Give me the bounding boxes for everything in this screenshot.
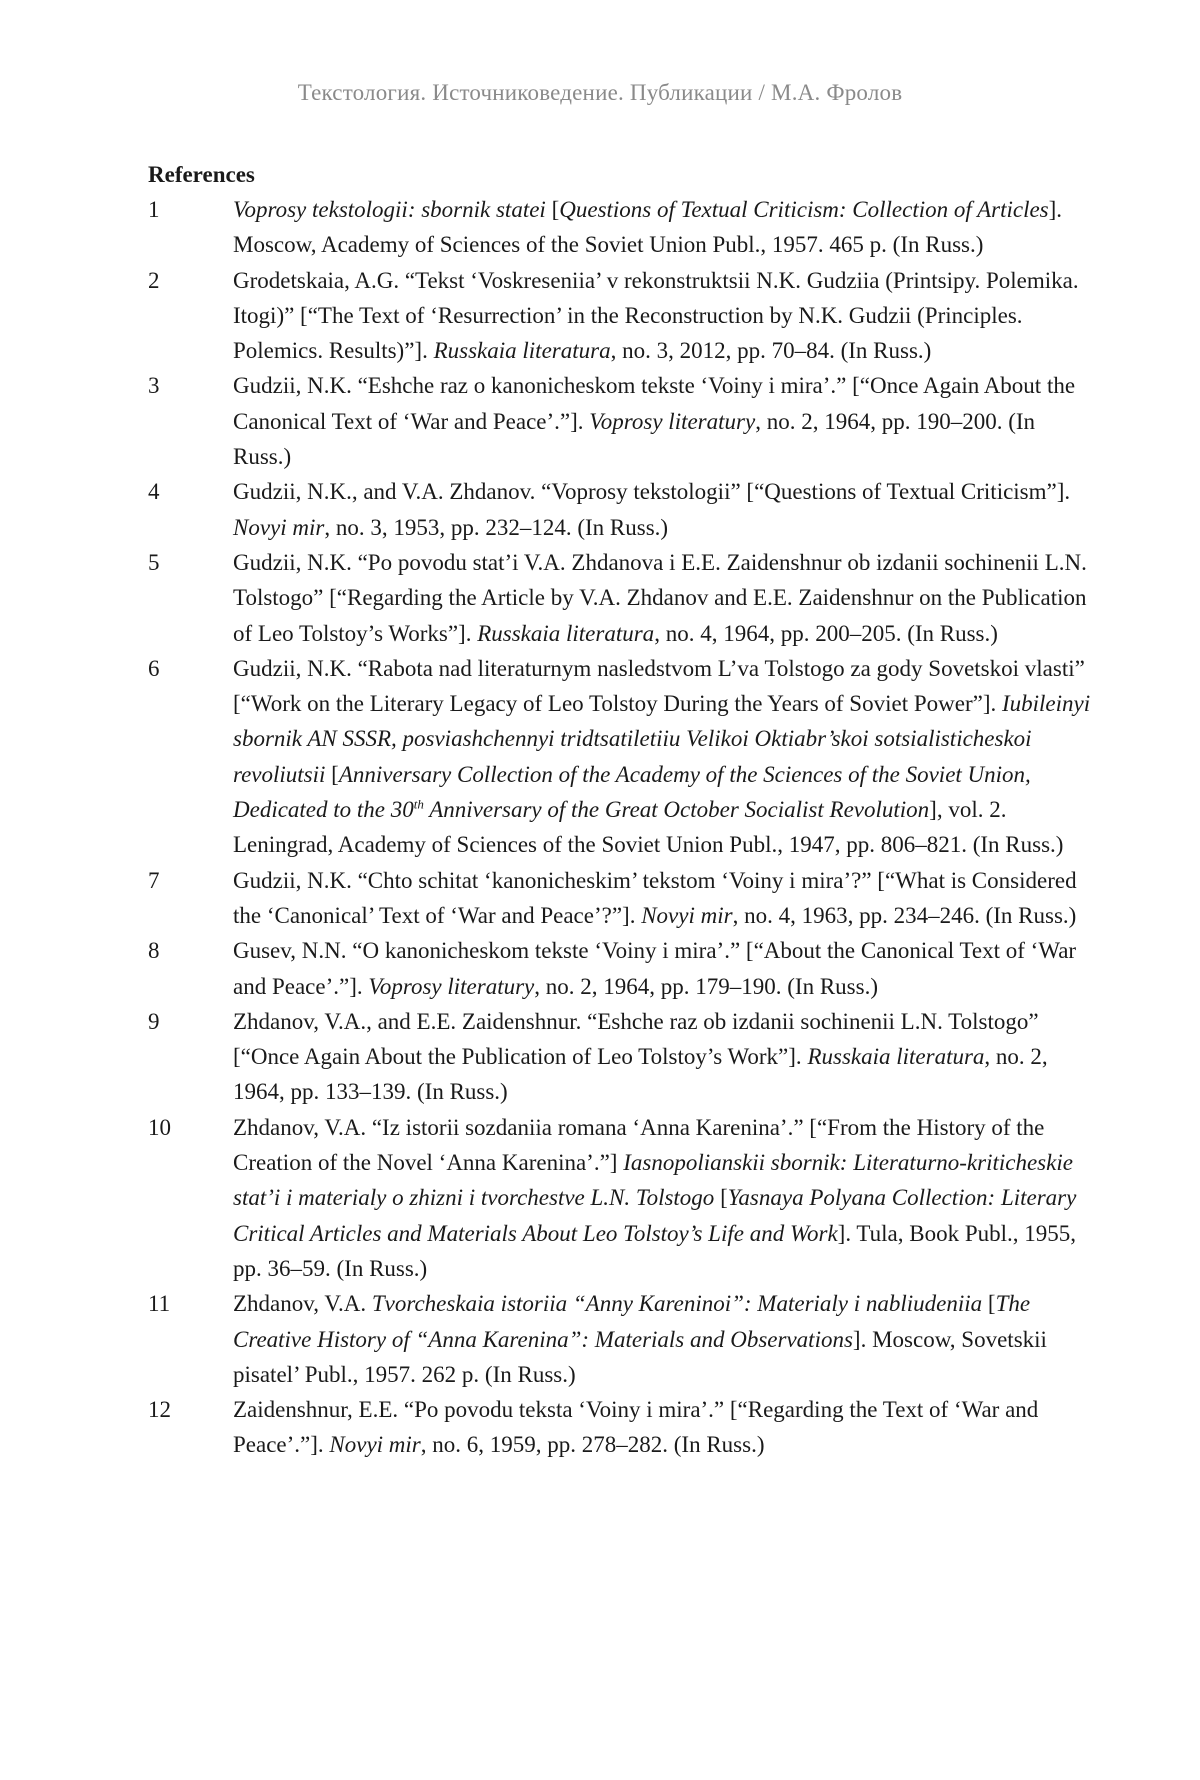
running-header: Текстология. Источниковедение. Публикации / М.А. Фролов [297, 80, 903, 105]
reference-text-run: [ [714, 1185, 728, 1211]
references-list [148, 192, 1098, 1463]
reference-entry [148, 545, 1098, 651]
reference-italic-title: Novyi mir [233, 514, 325, 540]
reference-entry [148, 474, 1098, 545]
reference-entry [148, 1110, 1098, 1286]
reference-text-run: [ [982, 1291, 996, 1317]
reference-text-run: Gudzii, N.K. “Po povodu stat’i V.A. Zhdanova i E.E. Zaidenshnur ob izdanii sochinenii L.N. Tolstogo” [“Regarding the Article by V.A. Zhdanov and E.E. Zaidenshnur on the Publication of Leo Tolstoy’s Works”]. [233, 549, 1087, 646]
reference-number: 7 [148, 867, 160, 893]
reference-number: 3 [148, 373, 160, 399]
superscript [414, 796, 424, 811]
reference-italic-title: Anniversary of the Great October Socialist Revolution [423, 797, 930, 823]
reference-text [233, 1392, 1098, 1463]
reference-number: 5 [148, 549, 160, 575]
reference-italic-title: Yasnaya Polyana Collection: Literary Critical Articles and Materials About Leo Tolstoy’s Life and Work [233, 1185, 1077, 1246]
reference-entry [148, 651, 1098, 863]
reference-text [233, 263, 1098, 369]
reference-text-run: ]. Moscow, Sovetskii pisatel’ Publ., 1957. 262 p. (In Russ.) [233, 1326, 1047, 1387]
reference-text [233, 1286, 1098, 1392]
reference-italic-title: Iubileinyi sbornik AN SSSR, posviashchennyi tridtsatiletiiu Velikoi Oktiabr’skoi sotsialisticheskoi revoliutsii [233, 691, 1091, 787]
reference-number: 2 [148, 267, 160, 293]
reference-text-run: ]. Moscow, Academy of Sciences of the Soviet Union Publ., 1957. 465 p. (In Russ.) [233, 197, 1063, 258]
reference-text [233, 368, 1098, 474]
reference-text-run: , no. 6, 1959, pp. 278–282. (In Russ.) [420, 1432, 765, 1458]
reference-number: 4 [148, 479, 160, 505]
reference-italic-title: Voprosy literatury [589, 408, 756, 434]
reference-entry [148, 1286, 1098, 1392]
reference-text [233, 192, 1098, 263]
reference-text-run: [ [545, 197, 560, 222]
reference-text [233, 474, 1098, 545]
reference-number: 11 [148, 1291, 171, 1317]
reference-text-run: , no. 2, 1964, pp. 133–139. (In Russ.) [233, 1044, 1048, 1105]
reference-text-run: Grodetskaia, A.G. “Tekst ‘Voskreseniia’ v rekonstruktsii N.K. Gudziia (Printsipy. Polemika. Itogi)” [“The Text of ‘Resurrection’ in the Reconstruction by N.K. Gudzii (Principles. Polemics. Results)”]. [233, 267, 1079, 364]
reference-text-run: Zhdanov, V.A. [233, 1291, 372, 1317]
reference-text-run: , no. 3, 2012, pp. 70–84. (In Russ.) [610, 338, 932, 364]
reference-text-run: Gudzii, N.K., and V.A. Zhdanov. “Voprosy tekstologii” [“Questions of Textual Criticism”]. [233, 479, 1071, 505]
reference-italic-title: Questions of Textual Criticism: Collection of Articles [559, 197, 1049, 222]
reference-superscript: th [413, 796, 424, 812]
reference-text [233, 651, 1098, 863]
reference-text [233, 933, 1098, 1004]
reference-text [233, 545, 1098, 651]
reference-text-run: ], vol. 2. Leningrad, Academy of Sciences of the Soviet Union Publ., 1947, pp. 806–821. (In Russ.) [233, 797, 1064, 858]
reference-text-run: Gudzii, N.K. “Eshche raz o kanonicheskom tekste ‘Voiny i mira’.” [“Once Again About the Canonical Text of ‘War and Peace’.”]. [233, 373, 1076, 434]
reference-italic-title: Iasnopolianskii sbornik: Literaturno-kriticheskie stat’i i materialy o zhizni i tvorchestve L.N. Tolstogo [233, 1150, 1073, 1211]
reference-text-run: Gusev, N.N. “O kanonicheskom tekste ‘Voiny i mira’.” [“About the Canonical Text of ‘War and Peace’.”]. [233, 938, 1077, 999]
reference-text [233, 863, 1098, 934]
reference-entry [148, 192, 1098, 263]
reference-text-run: , no. 2, 1964, pp. 190–200. (In Russ.) [233, 408, 1036, 470]
reference-entry [148, 1392, 1098, 1463]
reference-text-run: Zhdanov, V.A., and E.E. Zaidenshnur. “Eshche raz ob izdanii sochinenii L.N. Tolstogo” [“Once Again About the Publication of Leo Tolstoy’s Work”]. [233, 1008, 1039, 1070]
reference-italic-title: The Creative History of “Anna Karenina”: Materials and Observations [233, 1291, 1031, 1352]
reference-text [233, 1110, 1098, 1286]
reference-text-run: [ [325, 761, 339, 787]
reference-number: 10 [148, 1114, 171, 1140]
reference-entry [148, 263, 1098, 369]
reference-text-run: , no. 2, 1964, pp. 179–190. (In Russ.) [534, 973, 878, 999]
reference-text-run: Zaidenshnur, E.E. “Po povodu teksta ‘Voiny i mira’.” [“Regarding the Text of ‘War and Peace’.”]. [233, 1397, 1039, 1458]
reference-italic-title: Russkaia literatura [807, 1044, 985, 1070]
references-heading: References [148, 162, 255, 187]
reference-entry [148, 1004, 1098, 1110]
reference-italic-title: Russkaia literatura [433, 338, 611, 364]
reference-italic-title: Anniversary Collection of the Academy of the Sciences of the Soviet Union, Dedicated to the 30 [233, 761, 1031, 823]
reference-italic-title: Voprosy literatury [368, 973, 535, 999]
reference-text-run: Gudzii, N.K. “Rabota nad literaturnym nasledstvom L’va Tolstogo za gody Sovetskoi vlasti” [“Work on the Literary Legacy of Leo Tolstoy During the Years of Soviet Power”]. [233, 655, 1085, 717]
reference-text-run: , no. 4, 1964, pp. 200–205. (In Russ.) [654, 620, 998, 646]
references-section [148, 157, 1098, 1463]
reference-italic-title: Russkaia literatura [477, 620, 655, 646]
reference-entry [148, 933, 1098, 1004]
reference-number: 12 [148, 1397, 171, 1423]
reference-italic-title: Novyi mir [641, 902, 733, 928]
reference-italic-title: Tvorcheskaia istoriia “Anny Kareninoi”: Materialy i nabliudeniia [371, 1291, 983, 1317]
reference-italic-title: Voprosy tekstologii: sbornik statei [233, 197, 546, 222]
reference-text-run: Gudzii, N.K. “Chto schitat ‘kanonicheskim’ tekstom ‘Voiny i mira’?” [“What is Considered the ‘Canonical’ Text of ‘War and Peace’?”]. [233, 867, 1077, 928]
reference-italic-title: Novyi mir [329, 1432, 421, 1458]
reference-number: 6 [148, 655, 160, 681]
reference-text-run: Zhdanov, V.A. “Iz istorii sozdaniia romana ‘Anna Karenina’.” [“From the History of the Creation of the Novel ‘Anna Karenina’.”] [233, 1114, 1045, 1176]
reference-entry [148, 863, 1098, 934]
reference-number: 8 [148, 938, 160, 964]
reference-number: 1 [148, 197, 160, 222]
reference-number: 9 [148, 1008, 160, 1034]
reference-entry [148, 368, 1098, 474]
reference-text-run: , no. 3, 1953, pp. 232–124. (In Russ.) [324, 514, 669, 540]
reference-text-run: ]. Tula, Book Publ., 1955, pp. 36–59. (In Russ.) [233, 1220, 1077, 1281]
reference-text-run: , no. 4, 1963, pp. 234–246. (In Russ.) [732, 902, 1077, 928]
reference-text [233, 1004, 1098, 1110]
